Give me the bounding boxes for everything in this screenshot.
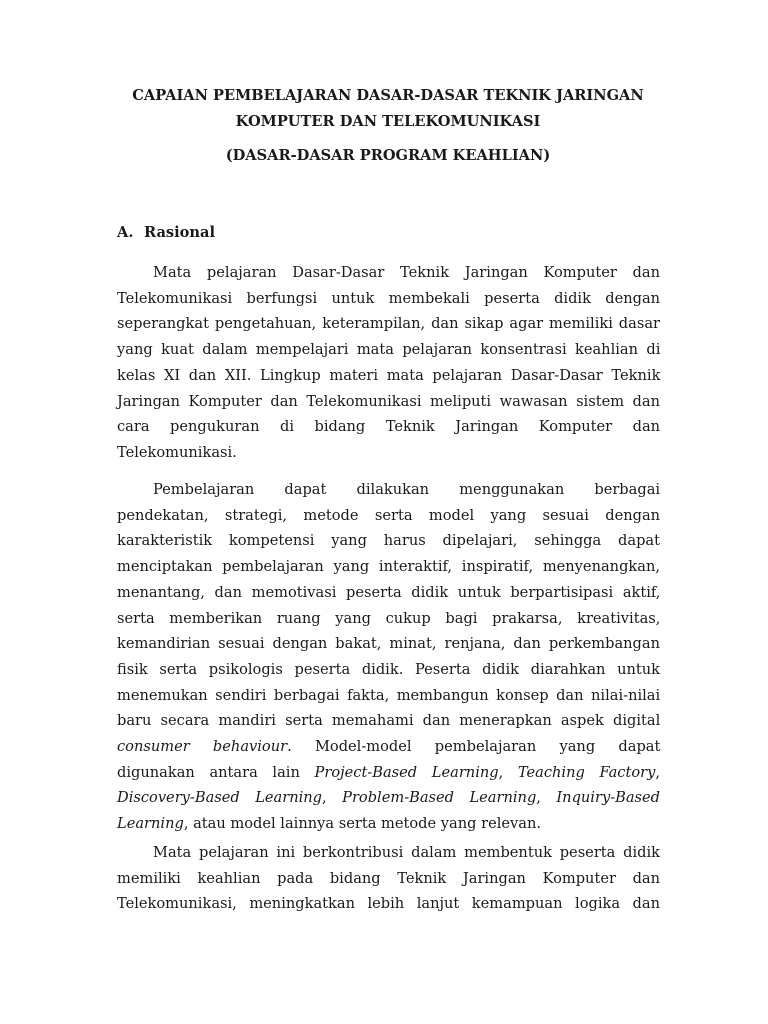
text-fragment: . Model-model pembelajaran yang dapat	[287, 738, 661, 756]
italic-term: Discovery-Based Learning	[117, 789, 323, 807]
text-line: kelas XI dan XII. Lingkup materi mata pelajaran Dasar-Dasar Teknik	[117, 366, 661, 384]
text-line: pendekatan, strategi, metode serta model yang sesuai dengan	[117, 506, 661, 524]
text-line: kemandirian sesuai dengan bakat, minat, renjana, dan perkembangan	[117, 635, 660, 653]
text-line	[117, 734, 660, 760]
text-line	[117, 760, 660, 786]
italic-term: Problem-Based Learning	[342, 789, 537, 807]
text-line: baru secara mandiri serta memahami dan menerapkan aspek digital	[117, 712, 661, 730]
text-line	[117, 785, 660, 811]
text-line: seperangkat pengetahuan, keterampilan, dan sikap agar memiliki dasar	[117, 315, 661, 333]
document-title	[100, 89, 676, 175]
text-fragment: ,	[655, 763, 660, 781]
text-fragment: , atau model lainnya serta metode yang relevan.	[183, 815, 541, 833]
text-line: fisik serta psikologis peserta didik. Peserta didik diarahkan untuk	[117, 660, 660, 678]
paragraph-1	[117, 260, 660, 466]
title-line-2: KOMPUTER DAN TELEKOMUNIKASI	[235, 113, 541, 130]
text-line: Mata pelajaran Dasar-Dasar Teknik Jaringan Komputer dan	[153, 264, 660, 281]
text-line: Mata pelajaran ini berkontribusi dalam membentuk peserta didik	[153, 844, 661, 861]
text-fragment: digunakan antara lain	[117, 763, 315, 781]
title-line-1: CAPAIAN PEMBELAJARAN DASAR-DASAR TEKNIK JARINGAN	[132, 87, 644, 104]
text-line: Pembelajaran dapat dilakukan menggunakan berbagai	[153, 481, 661, 498]
text-fragment: ,	[498, 763, 518, 781]
section-number: A.	[117, 224, 134, 241]
title-line-3: (DASAR-DASAR PROGRAM KEAHLIAN)	[225, 147, 551, 164]
text-line	[117, 811, 660, 837]
section-heading	[117, 224, 215, 241]
text-line: Telekomunikasi.	[117, 443, 237, 461]
text-line: menantang, dan memotivasi peserta didik untuk berpartisipasi aktif,	[117, 583, 661, 601]
text-line: memiliki keahlian pada bidang Teknik Jaringan Komputer dan	[117, 869, 661, 887]
text-line: menciptakan pembelajaran yang interaktif, inspiratif, menyenangkan,	[117, 558, 660, 576]
paragraph-2	[117, 477, 660, 837]
paragraph-3	[117, 840, 660, 917]
text-line: menemukan sendiri berbagai fakta, membangun konsep dan nilai-nilai	[117, 686, 661, 704]
italic-term: Teaching Factory	[517, 763, 656, 781]
italic-term: Learning	[117, 815, 184, 833]
italic-term: Inquiry-Based	[556, 789, 661, 807]
text-line: serta memberikan ruang yang cukup bagi prakarsa, kreativitas,	[117, 609, 661, 627]
text-fragment: ,	[536, 789, 557, 807]
text-line: Telekomunikasi, meningkatkan lebih lanjut kemampuan logika dan	[117, 895, 660, 913]
text-line: yang kuat dalam mempelajari mata pelajaran konsentrasi keahlian di	[117, 341, 661, 359]
text-line: Telekomunikasi berfungsi untuk membekali peserta didik dengan	[117, 289, 661, 307]
text-line: Jaringan Komputer dan Telekomunikasi meliputi wawasan sistem dan	[117, 392, 660, 410]
italic-term: Project-Based Learning	[314, 763, 499, 781]
italic-term: consumer behaviour	[117, 738, 288, 756]
section-title: Rasional	[144, 224, 216, 241]
text-line: karakteristik kompetensi yang harus dipelajari, sehingga dapat	[117, 532, 660, 550]
text-line: cara pengukuran di bidang Teknik Jaringan Komputer dan	[117, 418, 661, 436]
text-fragment: ,	[322, 789, 343, 807]
